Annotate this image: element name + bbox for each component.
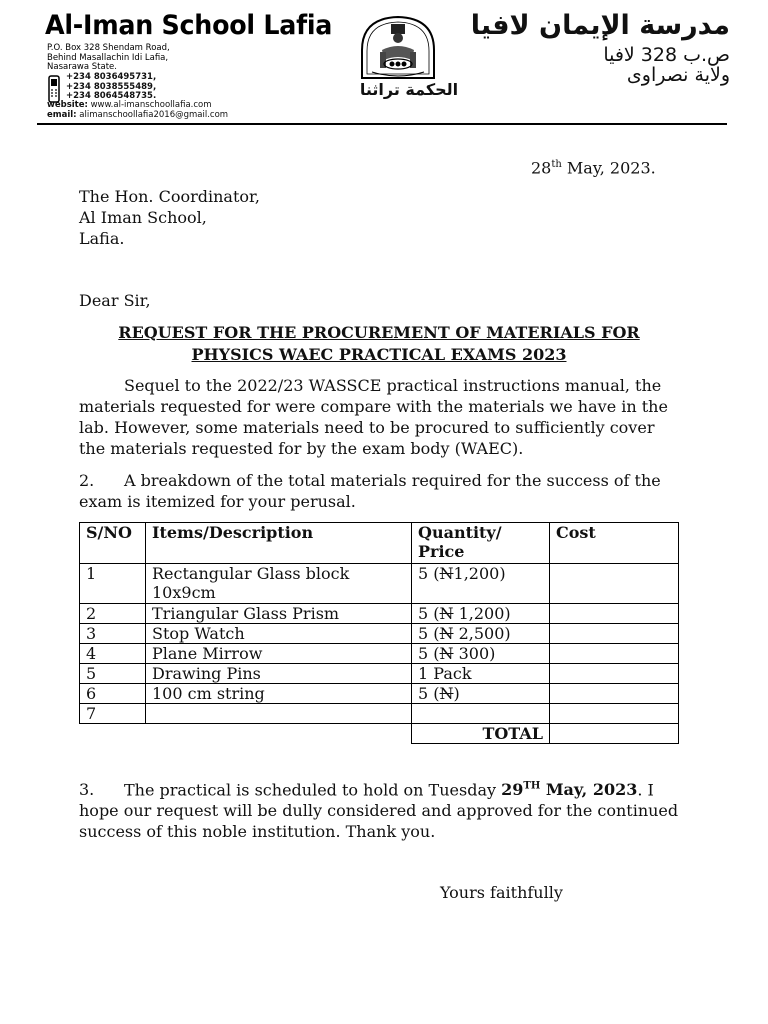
- naira-sign: N: [439, 624, 454, 643]
- table-row: [80, 704, 679, 724]
- exam-date-day: 29: [501, 780, 524, 800]
- exam-date-rest: May, 2023: [540, 780, 638, 800]
- email-address: alimanschoollafia2016@gmail.com: [79, 109, 229, 120]
- table-row: [80, 624, 679, 644]
- row-item: Plane Mirrow: [146, 644, 412, 664]
- exam-date-suffix: TH: [523, 781, 541, 792]
- quantity-prefix: 5 (: [418, 684, 440, 703]
- recipient-line-2: Al Iman School,: [79, 208, 207, 227]
- naira-sign: N: [439, 684, 454, 703]
- letter-date: [531, 154, 656, 178]
- row-quantity: [412, 644, 550, 664]
- recipient-line-3: Lafia.: [79, 229, 125, 248]
- paragraph-3-text-b: . I hope our request will be dully considered and approved for the continued success of this noble institution. Thank you.: [79, 780, 679, 842]
- row-item: Rectangular Glass block 10x9cm: [146, 564, 412, 604]
- school-name-arabic: مدرسة الإيمان لافيا: [470, 10, 730, 41]
- materials-table: [79, 522, 679, 744]
- letterhead-divider: [37, 123, 727, 125]
- paragraph-3-number: 3.: [79, 780, 95, 800]
- date-rest: May, 2023.: [561, 158, 656, 178]
- row-cost: [550, 604, 679, 624]
- row-cost: [550, 644, 679, 664]
- row-cost: [550, 684, 679, 704]
- address-line-1: P.O. Box 328 Shendam Road,: [47, 43, 170, 53]
- quantity-prefix: 5 (: [418, 644, 440, 663]
- row-sno: 6: [80, 684, 146, 704]
- table-row: [80, 564, 679, 604]
- quantity-price: 1,200): [453, 604, 511, 623]
- paragraph-2-text: A breakdown of the total materials required for the success of the exam is itemized for your perusal.: [79, 471, 661, 511]
- header-item: Items/Description: [146, 523, 412, 564]
- row-cost: [550, 624, 679, 644]
- table-row: [80, 644, 679, 664]
- row-quantity: [412, 664, 550, 684]
- naira-sign: N: [439, 564, 454, 583]
- table-total-row: [80, 724, 679, 744]
- school-crest-logo: [358, 14, 438, 82]
- paragraph-3: [79, 776, 679, 842]
- school-motto-arabic: الحكمة تراثنا: [359, 80, 459, 99]
- row-item: Stop Watch: [146, 624, 412, 644]
- paragraph-2: [79, 470, 679, 512]
- quantity-price: 2,500): [453, 624, 511, 643]
- row-quantity: [412, 604, 550, 624]
- header-cost: Cost: [550, 523, 679, 564]
- subject-line-1: REQUEST FOR THE PROCUREMENT OF MATERIALS FOR: [118, 323, 640, 342]
- address-arabic-2: ولاية نصراوى: [626, 64, 730, 86]
- paragraph-3-date: [501, 780, 637, 799]
- website-label: website:: [47, 100, 88, 110]
- recipient-line-1: The Hon. Coordinator,: [79, 187, 260, 206]
- phone-1: +234 8036495731,: [66, 72, 157, 82]
- phone-icon: [47, 75, 61, 103]
- table-row: [80, 664, 679, 684]
- row-quantity: [412, 564, 550, 604]
- row-cost: [550, 564, 679, 604]
- total-blank-1: [80, 724, 146, 744]
- subject-line-2: PHYSICS WAEC PRACTICAL EXAMS 2023: [191, 345, 567, 364]
- row-cost: [550, 664, 679, 684]
- row-sno: 4: [80, 644, 146, 664]
- email-label: email:: [47, 109, 77, 120]
- quantity-prefix: 5 (: [418, 624, 440, 643]
- phone-numbers: [66, 73, 156, 102]
- address-line-2: Behind Masallachin Idi Lafia,: [47, 52, 169, 63]
- quantity-prefix: 5 (: [418, 604, 440, 623]
- row-sno: 2: [80, 604, 146, 624]
- email-line: [47, 111, 228, 121]
- naira-sign: N: [439, 604, 454, 623]
- address-arabic-1: ص.ب 328 لافيا: [603, 44, 730, 66]
- row-sno: 7: [80, 704, 146, 724]
- phone-3: +234 8064548735.: [66, 91, 157, 102]
- quantity-price: 1,200): [453, 564, 506, 583]
- total-blank-2: [146, 724, 412, 744]
- closing: Yours faithfully: [440, 883, 563, 902]
- row-sno: 3: [80, 624, 146, 644]
- row-item: 100 cm string: [146, 684, 412, 704]
- address-line-3: Nasarawa State.: [47, 62, 117, 73]
- paragraph-1: Sequel to the 2022/23 WASSCE practical instructions manual, the materials requested for were compare with the materials we have in the lab. However, some materials need to be procured to sufficiently cover the materials requested for by the exam body (WAEC).: [79, 376, 668, 458]
- row-item: Triangular Glass Prism: [146, 604, 412, 624]
- table-row: [80, 684, 679, 704]
- naira-sign: N: [439, 644, 454, 663]
- header-sno: S/NO: [80, 523, 146, 564]
- row-quantity: [412, 684, 550, 704]
- salutation: Dear Sir,: [79, 291, 151, 310]
- row-sno: 5: [80, 664, 146, 684]
- row-item: [146, 704, 412, 724]
- row-item: Drawing Pins: [146, 664, 412, 684]
- date-day: 28: [531, 158, 552, 178]
- website-url: www.al-imanschoollafia.com: [90, 100, 212, 110]
- quantity-prefix: 1 Pack: [418, 664, 472, 683]
- quantity-price: 300): [453, 644, 496, 663]
- total-label: TOTAL: [412, 724, 550, 744]
- quantity-price: ): [453, 684, 460, 703]
- row-cost: [550, 704, 679, 724]
- header-quantity-price: Quantity/ Price: [412, 523, 550, 564]
- row-sno: 1: [80, 564, 146, 604]
- paragraph-3-text-a: The practical is scheduled to hold on Tuesday: [124, 780, 502, 800]
- total-value: [550, 724, 679, 744]
- school-name-english: Al-Iman School Lafia: [45, 10, 333, 41]
- table-row: [80, 604, 679, 624]
- paragraph-2-number: 2.: [79, 471, 95, 490]
- phone-2: +234 8038555489,: [66, 81, 157, 92]
- date-suffix: th: [551, 159, 562, 170]
- quantity-prefix: 5 (: [418, 564, 440, 583]
- row-quantity: [412, 624, 550, 644]
- row-quantity: [412, 704, 550, 724]
- table-header-row: [80, 523, 679, 564]
